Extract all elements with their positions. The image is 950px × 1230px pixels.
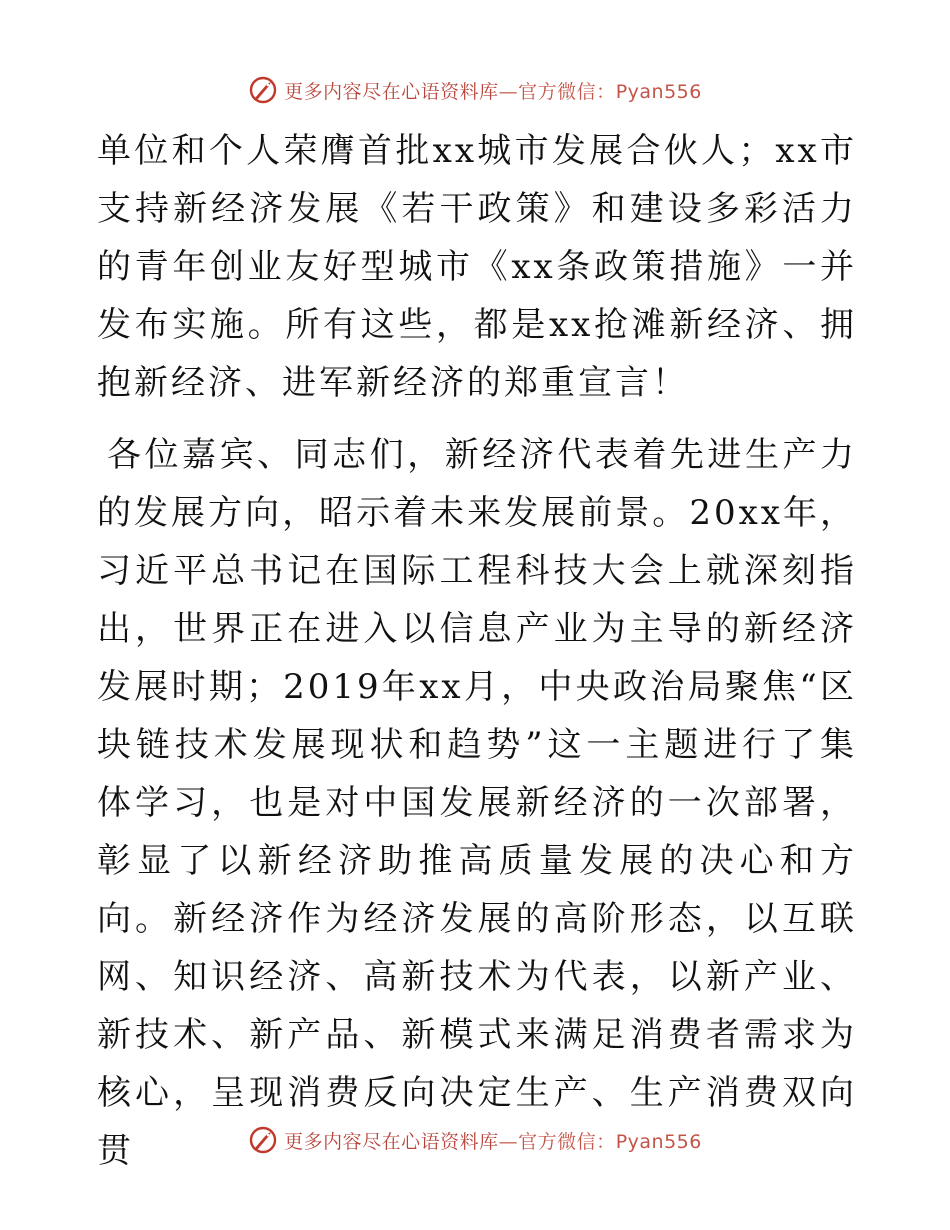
footer-banner	[0, 1120, 950, 1160]
banner-wechat-label: 官方微信：	[518, 1130, 616, 1153]
pen-logo-icon	[248, 75, 278, 105]
pen-logo-icon	[248, 1125, 278, 1155]
banner-site-text: 更多内容尽在心语资料库	[284, 80, 499, 103]
banner-site-text: 更多内容尽在心语资料库	[284, 1130, 499, 1153]
banner-wechat-id: Pyan556	[615, 80, 702, 103]
paragraph-1: 单位和个人荣膺首批xx城市发展合伙人；xx市支持新经济发展《若干政策》和建设多彩活力的青年创业友好型城市《xx条政策措施》一并发布实施。所有这些，都是xx抢滩新经济、拥抱新经济、进军新经济的郑重宣言！	[97, 131, 857, 403]
banner-separator: —	[498, 80, 519, 103]
paragraph-2: 各位嘉宾、同志们，新经济代表着先进生产力的发展方向，昭示着未来发展前景。20xx年，习近平总书记在国际工程科技大会上就深刻指出，世界正在进入以信息产业为主导的新经济发展时期；2019年xx月，中央政治局聚焦“区块链技术发展现状和趋势”这一主题进行了集体学习，也是对中国发展新经济的一次部署，彰显了以新经济助推高质量发展的决心和方向。新经济作为经济发展的高阶形态，以互联网、知识经济、高新技术为代表，以新产业、新技术、新产品、新模式来满足消费者需求为核心，呈现消费反向决定生产、生产消费双向贯	[97, 435, 857, 1171]
banner-wechat-label: 官方微信：	[518, 80, 616, 103]
document-body	[97, 122, 857, 1180]
header-banner	[0, 70, 950, 110]
banner-wechat-id: Pyan556	[615, 1130, 702, 1153]
banner-separator: —	[498, 1130, 519, 1153]
